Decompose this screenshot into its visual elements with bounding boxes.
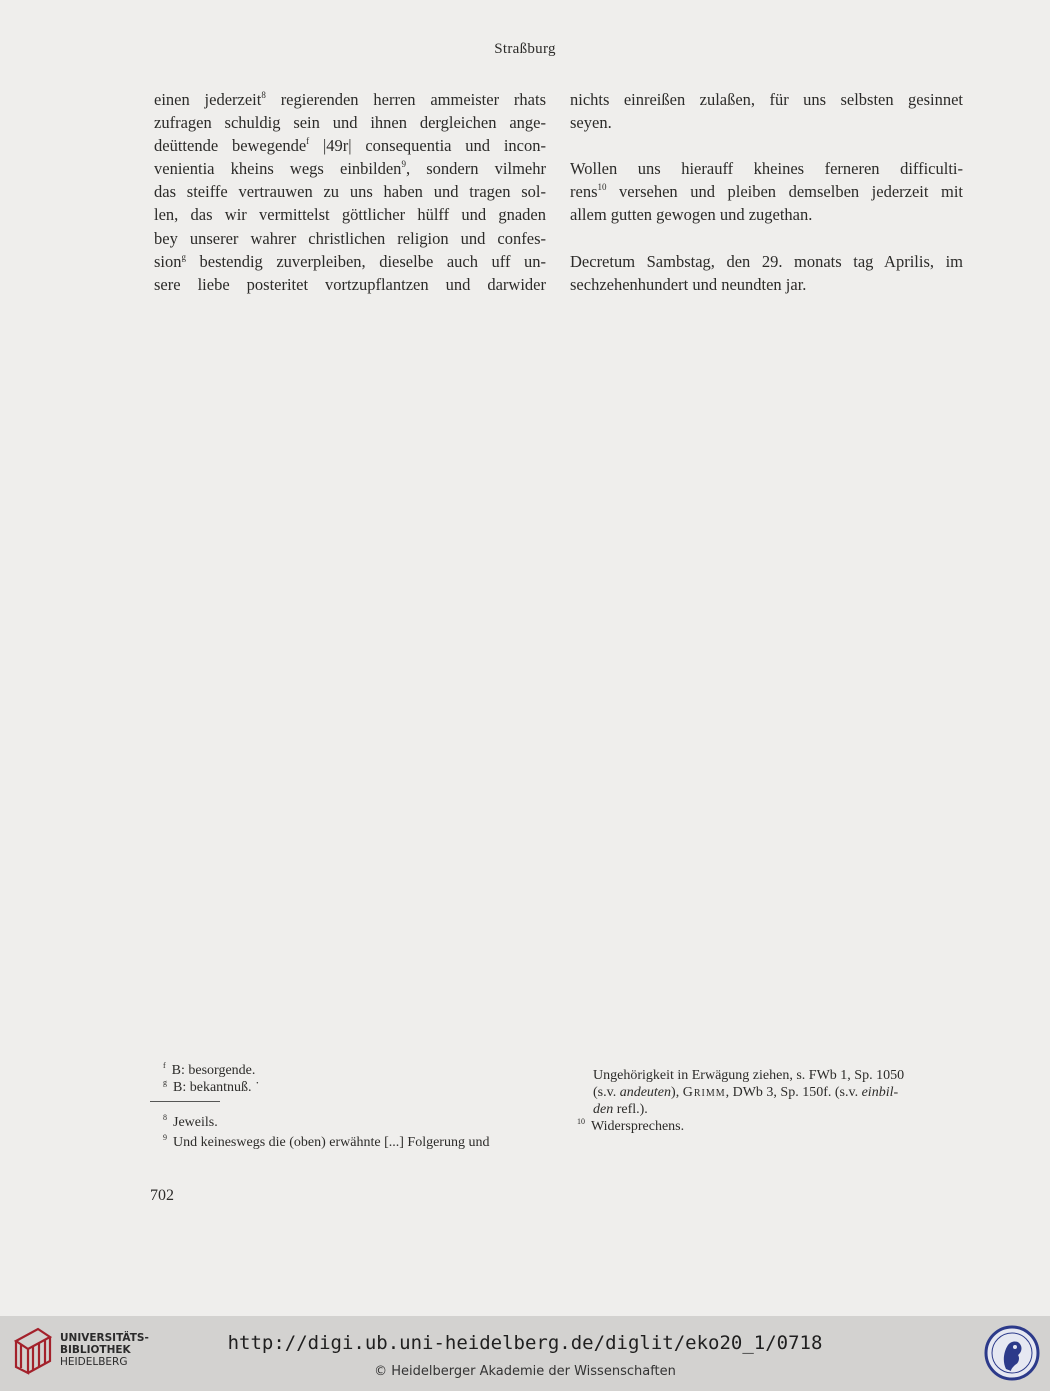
text-line: sion$^g$ bestendig zuverpleiben, dieselbe auch uff un-	[154, 251, 546, 271]
permalink-url[interactable]: http://digi.ub.uni-heidelberg.de/diglit/eko20_1/0718	[227, 1332, 823, 1354]
apparatus-marker: g	[181, 251, 187, 262]
page-number: 702	[150, 1187, 174, 1204]
text-line: Wollen uns hierauff kheines ferneren difficulti-	[570, 159, 963, 179]
footnote-continuation: (s.v. andeuten), Grimm, DWb 3, Sp. 150f. (s.v. einbil-	[593, 1085, 899, 1100]
footnote: $^{10}$ Widersprechens.	[577, 1117, 685, 1134]
academy-seal-icon	[984, 1325, 1040, 1381]
text-line: nichts einreißen zulaßen, für uns selbsten gesinnet	[570, 90, 963, 109]
footnote-marker: 8	[261, 90, 266, 100]
library-name: UNIVERSITÄTS- BIBLIOTHEK HEIDELBERG	[60, 1332, 149, 1368]
text-line: das steiffe vertrauwen zu uns haben und tragen sol-	[154, 182, 546, 202]
text-line: einen jederzeit$^8$ regierenden herren ammeister rhats	[154, 90, 546, 109]
text-line: deüttende bewegende$^f$ |49r| consequentia und incon-	[154, 136, 546, 156]
text-line: bey unserer wahrer christlichen religion und confes-	[154, 228, 546, 248]
text-line: venientia kheins wegs einbilden$^9$, sondern vilmehr	[154, 159, 546, 179]
running-title: Straßburg	[494, 41, 556, 57]
footnote-continuation: Ungehörigkeit in Erwägung ziehen, s. FWb 1, Sp. 1050	[593, 1068, 905, 1083]
copyright-notice: © Heidelberger Akademie der Wissenschaften	[374, 1364, 676, 1379]
text-line: allem gutten gewogen und zugethan.	[570, 205, 813, 225]
text-line: Decretum Sambstag, den 29. monats tag Aprilis, im	[570, 251, 963, 271]
text-line: seyen.	[570, 113, 612, 133]
apparatus-note: $^f$ B: besorgende.	[163, 1061, 256, 1078]
footnote-marker: 10	[597, 182, 607, 193]
text-line: rens$^{10}$ versehen und pleiben demselben jederzeit mit	[570, 182, 963, 202]
text-line: sere liebe posteritet vortzupflantzen und darwider	[154, 274, 546, 294]
footnote: $^9$ Und keineswegs die (oben) erwähnte [...] Folgerung und	[163, 1133, 490, 1150]
apparatus-marker: f	[306, 136, 310, 147]
text-line: len, das wir vermittelst göttlicher hülff und gnaden	[154, 205, 546, 225]
footnote-marker: 9	[401, 159, 406, 170]
right-column	[570, 88, 963, 296]
left-column	[154, 88, 546, 296]
footnote: $^8$ Jeweils.	[163, 1113, 218, 1130]
apparatus-note: $^g$ B: bekantnuß. ˙	[163, 1078, 260, 1095]
text-line: zufragen schuldig sein und ihnen dergleichen ange-	[154, 113, 546, 133]
text-line: sechzehenhundert und neundten jar.	[570, 274, 807, 294]
footnote-continuation: den refl.).	[593, 1102, 648, 1117]
footnote-divider	[150, 1101, 220, 1102]
